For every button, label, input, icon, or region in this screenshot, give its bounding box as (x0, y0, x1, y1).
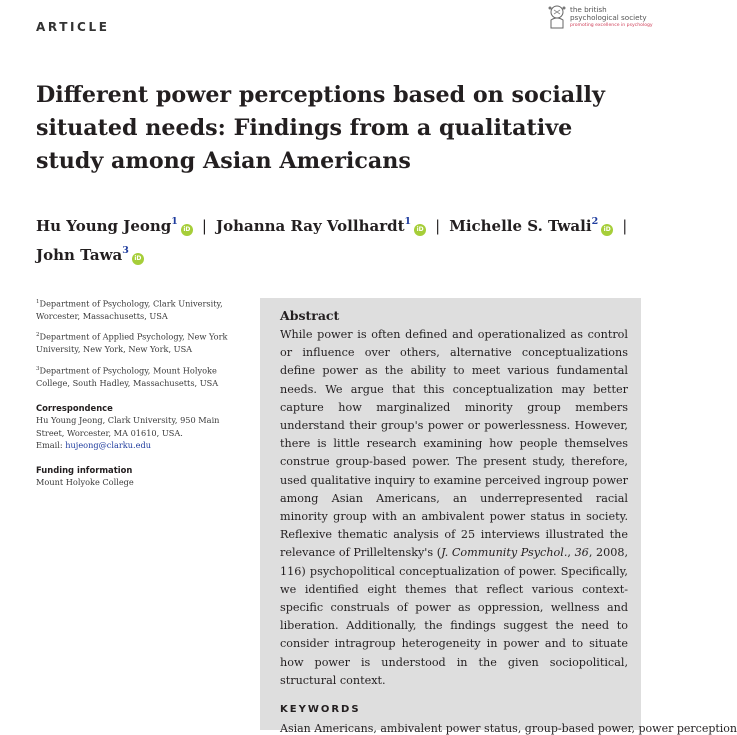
email-link[interactable]: hujeong@clarku.edu (65, 439, 151, 450)
publisher-logo[interactable] (546, 4, 656, 34)
journal-volume: 36 (574, 546, 589, 560)
author-name[interactable]: Johanna Ray Vollhardt (215, 217, 405, 235)
correspondence (36, 402, 241, 451)
orcid-icon[interactable]: iD (132, 253, 144, 265)
abstract-box (260, 298, 737, 735)
funding-info (36, 464, 241, 489)
correspondence-address: Hu Young Jeong, Clark University, 950 Main (36, 415, 220, 426)
author-name[interactable]: John Tawa (36, 246, 123, 264)
funding-heading: Funding information (36, 465, 133, 476)
affiliations (36, 296, 241, 389)
publisher-tagline: promoting excellence in psychology (570, 23, 653, 28)
author-affiliation-ref[interactable]: 1 (171, 216, 178, 227)
society-emblem-icon (546, 4, 568, 30)
author-name[interactable]: Michelle S. Twali (449, 217, 592, 235)
publisher-name-line-2: psychological society (570, 13, 647, 22)
author-separator: | (622, 217, 628, 235)
correspondence-address: Street, Worcester, MA 01610, USA. (36, 427, 183, 438)
orcid-icon[interactable]: iD (414, 224, 426, 236)
funding-text: Mount Holyoke College (36, 477, 134, 488)
article-title: Different power perceptions based on socially situated needs: Findings from a qualitative study among Asian Americans (36, 82, 605, 174)
abstract-heading: Abstract (280, 308, 340, 323)
author-list (36, 212, 646, 270)
correspondence-email: Email: hujeong@clarku.edu (36, 439, 151, 450)
author-affiliation-ref[interactable]: 2 (591, 216, 599, 227)
author-separator: | (201, 217, 207, 235)
journal-citation[interactable]: J. Community Psychol. (441, 546, 568, 560)
article-type-label: ARTICLE (36, 20, 110, 34)
author-separator: | (435, 217, 441, 235)
author-affiliation-ref[interactable]: 3 (122, 245, 129, 256)
affiliation-item: $^2$Department of Applied Psychology, New York University, New York, New York, USA (36, 332, 228, 355)
publisher-name-line-1: the british (570, 5, 607, 14)
author-affiliation-ref[interactable]: 1 (404, 216, 412, 227)
abstract-text: While power is often defined and operationalized as control or influence over others, alternative conceptualizations define power as the ability to meet various fundamental needs. We argue that this conceptualization may better capture how marginalized minority group members understand their group's power or powerlessness. However, there is little research examining how people themselves construe group-based power. The present study, therefore, used qualitative inquiry to examine perceived ingroup power among Asian Americans, an underrepresented racial minority group with an ambivalent power status in society. Reflexive thematic analysis of 25 interviews illustrated the relevance of Prilleltensky's (J. Community Psychol., 36, 2008, 116) psychopolitical conceptualization of power. Specifically, we identified eight themes that reflect various context-specific construals of power as oppression, wellness and liberation. Additionally, the findings suggest the need to consider intragroup heterogeneity in power and to situate how power is understood in the given sociopolitical, structural context. (280, 328, 628, 687)
affiliation-item: $^3$Department of Psychology, Mount Holyoke College, South Hadley, Massachusetts, USA (36, 365, 219, 388)
orcid-icon[interactable]: iD (601, 224, 613, 236)
article-sidebar (36, 296, 241, 502)
orcid-icon[interactable]: iD (181, 224, 193, 236)
keywords-text: Asian Americans, ambivalent power status, group-based power, power perception (280, 722, 737, 735)
affiliation-item: $^1$Department of Psychology, Clark University, Worcester, Massachusetts, USA (36, 298, 223, 322)
correspondence-heading: Correspondence (36, 402, 113, 413)
keywords-heading: KEYWORDS (280, 704, 361, 715)
author-name[interactable]: Hu Young Jeong (36, 217, 172, 235)
